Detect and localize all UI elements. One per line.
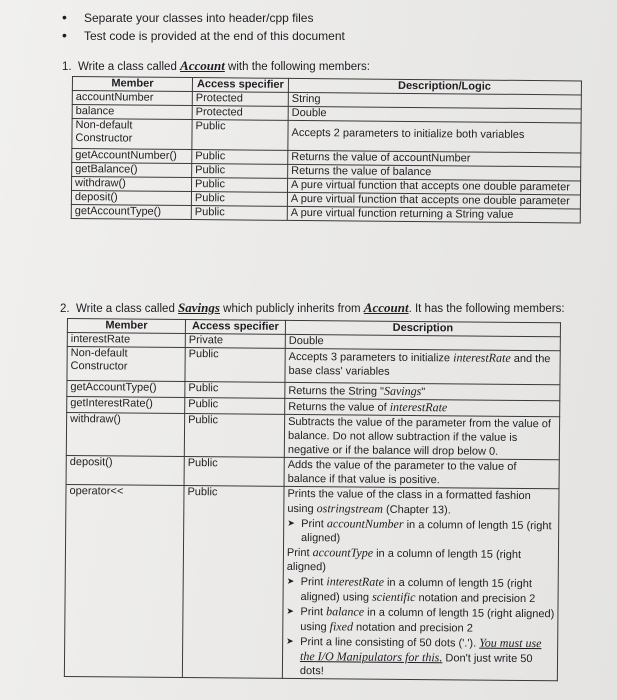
table-cell: String (288, 92, 581, 109)
table-cell: Public (192, 164, 288, 179)
table-cell: deposit() (66, 455, 184, 485)
table-row (66, 413, 559, 460)
table-cell: A pure virtual function that accepts one double parameter (287, 178, 580, 195)
table-cell: Returns the value of interestRate (285, 398, 560, 416)
table-cell: Non-default Constructor (72, 119, 192, 150)
table-row (64, 484, 559, 680)
table-cell: A pure virtual function returning a String value (287, 206, 580, 223)
table-cell: Accepts 2 parameters to initialize both variables (288, 120, 581, 153)
bullet-list (62, 8, 345, 44)
table-cell: Member (67, 319, 185, 334)
table-cell: getAccountType() (67, 381, 185, 398)
table-cell: getAccountNumber() (72, 149, 192, 164)
table-cell: A pure virtual function that accepts one double parameter (287, 192, 580, 209)
table-cell: Returns the value of balance (288, 164, 581, 181)
savings-members-table (64, 318, 561, 681)
table-cell: Accepts 3 parameters to initialize interestRate and the base class' variables (285, 348, 560, 384)
table-cell: Access specifier (192, 78, 288, 93)
table-cell: Public (191, 178, 287, 193)
table-cell: getAccountType() (71, 204, 191, 219)
table-row (72, 119, 581, 153)
table-cell: Public (191, 206, 287, 221)
table-cell: Private (185, 334, 285, 349)
table-cell: Subtracts the value of the parameter from the value of balance. Do not allow subtraction if the value is negative or if the balance will drop below 0. (284, 414, 559, 459)
table-cell: Access specifier (185, 320, 285, 335)
table-cell: getInterestRate() (67, 397, 185, 414)
list-item: ➤ Print accountNumber in a column of length 15 (right aligned) (287, 516, 555, 547)
table-cell: Public (182, 486, 284, 679)
operator-description: Prints the value of the class in a formatted fashion using ostringstream (Chapter 13). ➤ Print accountNumber in a column of length 15 (right aligned) Print accountType in a column of length 15 (right aligned) ➤ Print interestRate in a column of length 15 (right aligned) using scientific notation and precision 2 ➤ Print balance in a column of length 15 (right aligned) using fixed notation and precision 2 ➤ Print a line consisting of 50 dots ('.'). You must use the I/O Manipulators for this. Don't just write 50 dots! (282, 486, 559, 680)
list-item: ➤ Print balance in a column of length 15 (right aligned) using fixed notation and precision 2 (286, 604, 554, 636)
table-cell: interestRate (67, 333, 185, 348)
table-cell: Returns the String "Savings" (285, 382, 560, 400)
table-cell: Public (185, 398, 285, 415)
table-row (66, 455, 559, 488)
list-item: Print accountType in a column of length 15 (right aligned) (286, 545, 522, 574)
bullet-item: • Test code is provided at the end of this document (62, 27, 345, 43)
table-cell: deposit() (71, 191, 191, 206)
table-cell: Public (192, 150, 288, 165)
table-cell: Public (184, 457, 284, 487)
section2-heading: 2. Write a class called Savings which publicly inherits from Account. It has the following members: (60, 300, 565, 315)
table-cell: Public (184, 414, 284, 458)
table-cell: getBalance() (72, 163, 192, 178)
table-cell: Public (191, 192, 287, 207)
table-cell: Returns the value of accountNumber (288, 150, 581, 167)
list-item: ➤ Print interestRate in a column of length 15 (right aligned) using scientific notation and precision 2 (287, 574, 555, 606)
table-cell: Double (285, 334, 560, 350)
table-cell: Member (72, 77, 192, 92)
table-cell: Protected (192, 92, 288, 107)
section1-heading: 1. Write a class called Account with the following members: (62, 58, 370, 73)
table-cell: Public (192, 120, 288, 151)
table-cell: Protected (192, 106, 288, 121)
table-cell: Description (285, 320, 560, 336)
table-cell: Public (185, 382, 285, 399)
table-cell: operator<< (64, 484, 184, 677)
table-cell: withdraw() (66, 413, 184, 457)
table-cell: Public (185, 348, 285, 383)
table-cell: Description/Logic (288, 78, 581, 95)
table-cell: withdraw() (72, 177, 192, 192)
table-row (67, 347, 560, 385)
account-members-table (71, 76, 582, 223)
table-cell: accountNumber (72, 91, 192, 106)
table-cell: Double (288, 106, 581, 123)
table-cell: balance (72, 105, 192, 120)
list-item: ➤ Print a line consisting of 50 dots ('.'). You must use the I/O Manipulators for this. Don't just write 50 dots! (286, 634, 554, 680)
table-cell: Adds the value of the parameter to the value of balance if that value is positive. (284, 457, 559, 488)
table-cell: Non-default Constructor (67, 347, 185, 382)
bullet-item: • Separate your classes into header/cpp files (62, 9, 314, 25)
